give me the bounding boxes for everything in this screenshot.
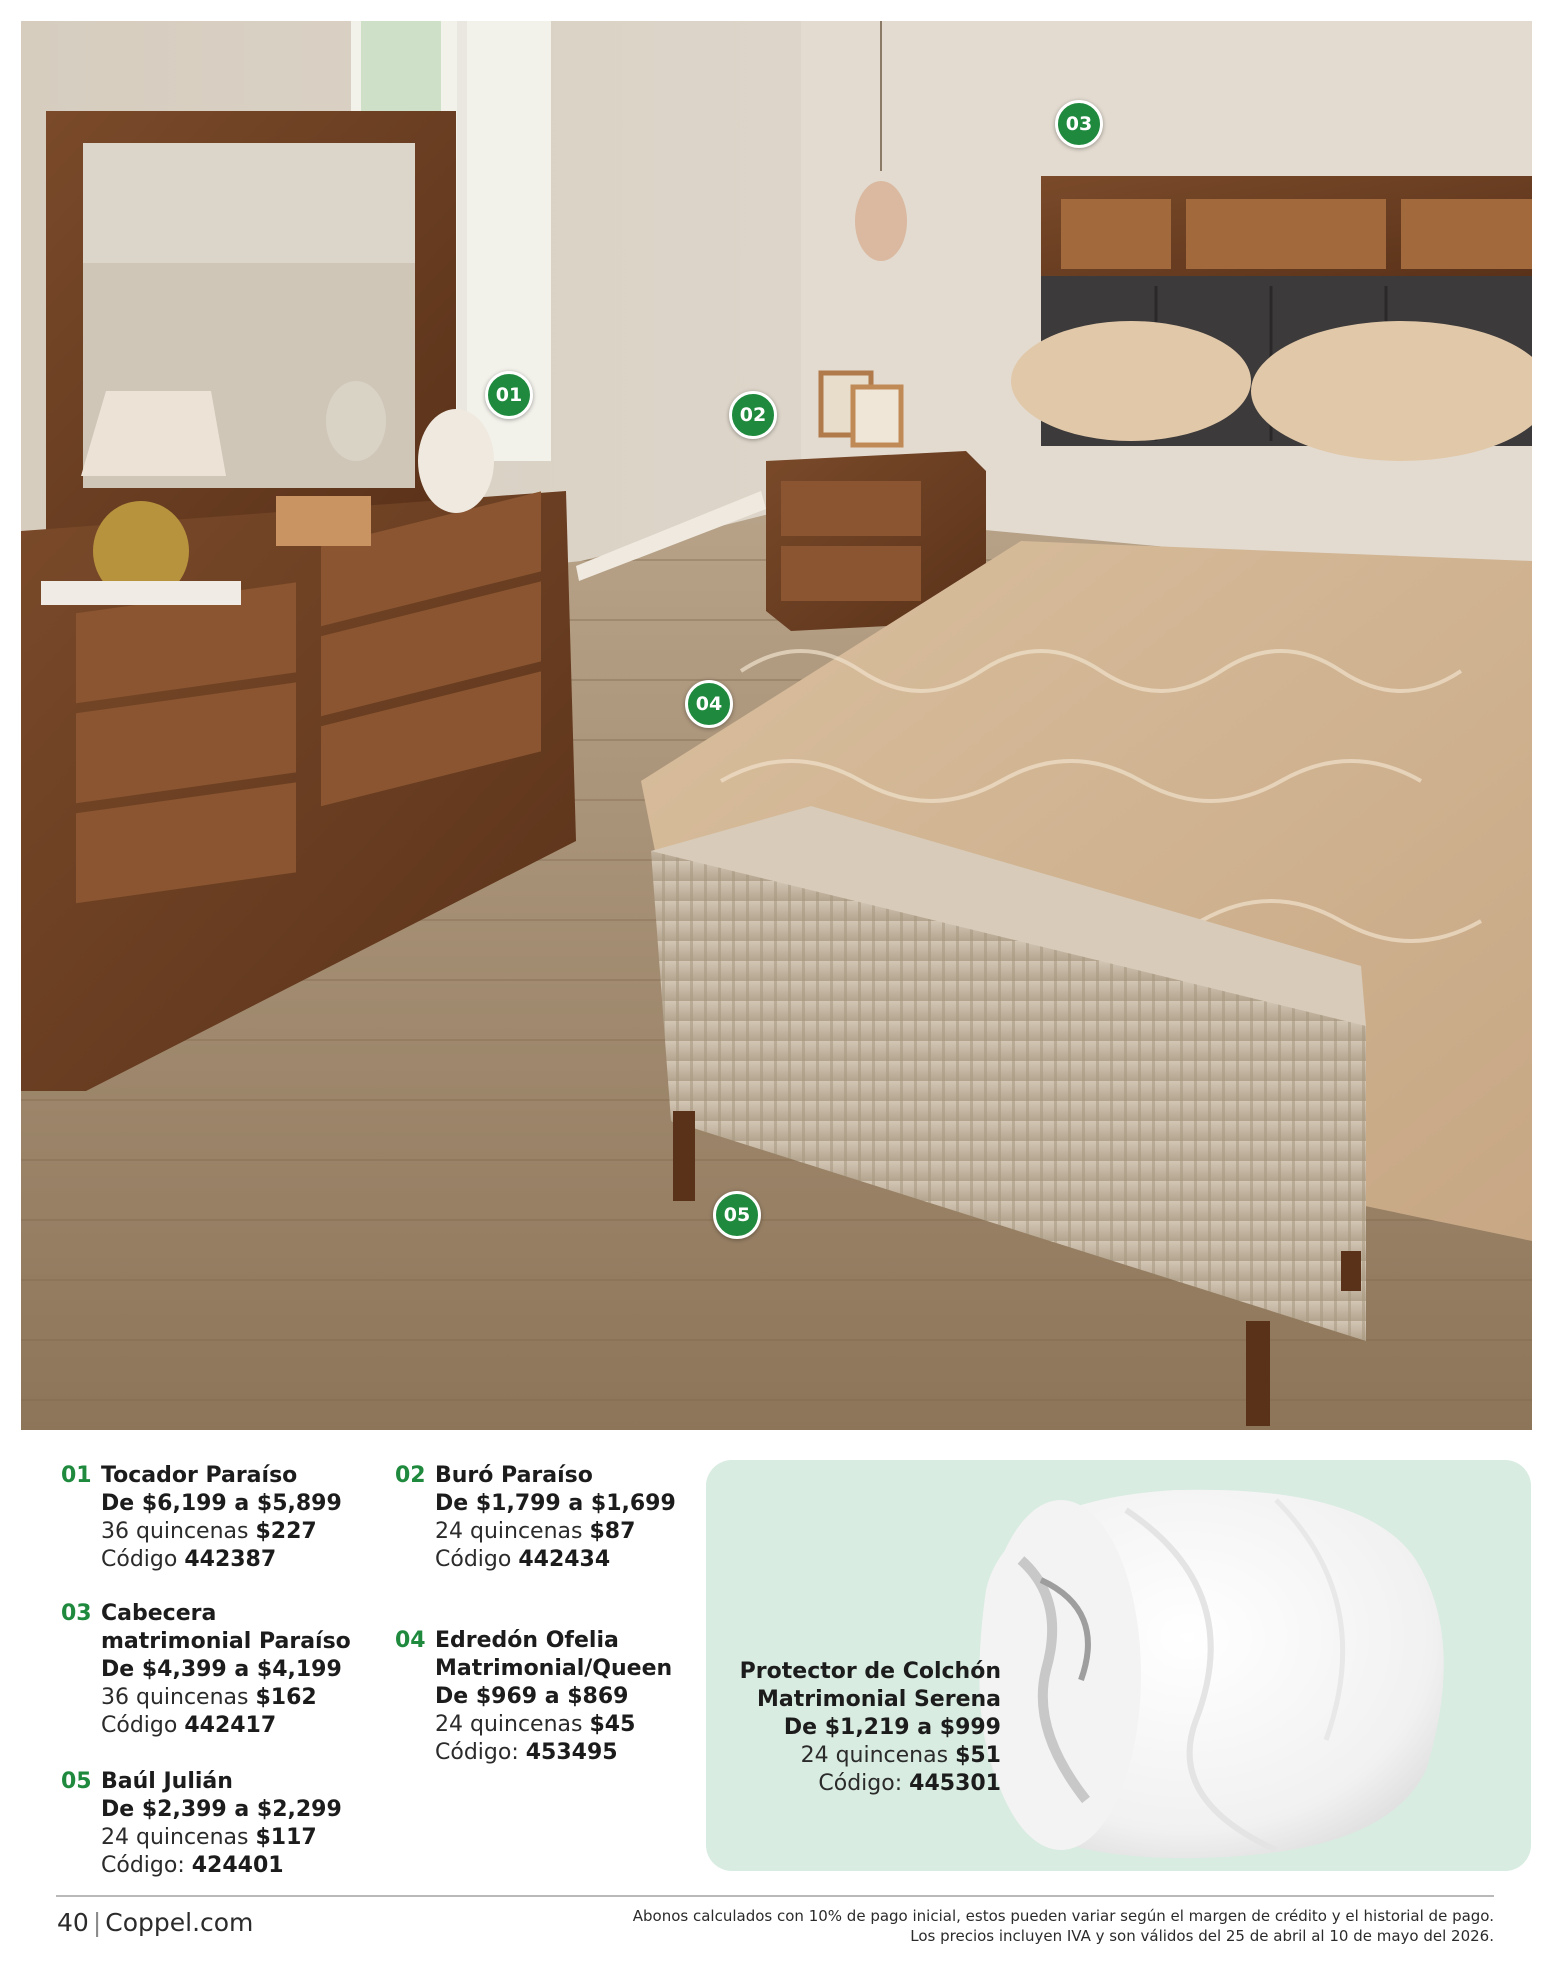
- rolled-mattress-protector-image: [946, 1470, 1486, 1865]
- product-name-line-1: Edredón Ofelia: [435, 1628, 619, 1653]
- product-installments: 24 quincenas $87: [435, 1519, 636, 1544]
- legal-note-line-1: Abonos calculados con 10% de pago inicial, estos pueden variar según el margen de crédito y el historial de pago.: [632, 1907, 1494, 1925]
- badge-03: 03: [1055, 100, 1103, 148]
- footer-divider: [56, 1895, 1494, 1897]
- page-number: 40: [57, 1908, 89, 1937]
- product-price: De $6,199 a $5,899: [101, 1491, 342, 1516]
- product-price: De $969 a $869: [435, 1684, 629, 1709]
- product-code: Código 442434: [435, 1547, 611, 1572]
- product-number: 03: [61, 1601, 92, 1626]
- product-code: Código: 453495: [435, 1740, 618, 1765]
- bedroom-illustration: [21, 21, 1532, 1430]
- badge-01: 01: [485, 371, 533, 419]
- legal-note-line-2: Los precios incluyen IVA y son válidos del 25 de abril al 10 de mayo del 2026.: [910, 1927, 1494, 1945]
- product-installments: 36 quincenas $162: [101, 1685, 317, 1710]
- product-name: Buró Paraíso: [435, 1463, 593, 1488]
- bedroom-photo: [21, 21, 1532, 1430]
- product-number: 04: [395, 1628, 426, 1653]
- product-name: Tocador Paraíso: [101, 1463, 298, 1488]
- promo-installments: 24 quincenas $51: [800, 1743, 1001, 1768]
- product-installments: 36 quincenas $227: [101, 1519, 317, 1544]
- product-name: Baúl Julián: [101, 1769, 233, 1794]
- badge-04: 04: [685, 680, 733, 728]
- product-price: De $4,399 a $4,199: [101, 1657, 342, 1682]
- product-number: 01: [61, 1463, 92, 1488]
- promo-card-mattress-protector: [706, 1460, 1531, 1871]
- product-code: Código 442387: [101, 1547, 277, 1572]
- footer-page-info: 40 | Coppel.com: [57, 1908, 254, 1937]
- promo-price: De $1,219 a $999: [783, 1715, 1001, 1740]
- product-name-line-2: matrimonial Paraíso: [101, 1629, 351, 1654]
- product-installments: 24 quincenas $117: [101, 1825, 317, 1850]
- footer-legal-note: [633, 1906, 1494, 1946]
- promo-name-line-2: Matrimonial Serena: [757, 1687, 1001, 1712]
- product-number: 02: [395, 1463, 426, 1488]
- product-price: De $1,799 a $1,699: [435, 1491, 676, 1516]
- promo-name-line-1: Protector de Colchón: [739, 1659, 1001, 1684]
- badge-05: 05: [713, 1191, 761, 1239]
- product-name-line-1: Cabecera: [101, 1601, 217, 1626]
- product-name-line-2: Matrimonial/Queen: [435, 1656, 673, 1681]
- promo-text: [740, 1658, 1001, 1798]
- product-installments: 24 quincenas $45: [435, 1712, 636, 1737]
- product-number: 05: [61, 1769, 92, 1794]
- site-link[interactable]: Coppel.com: [105, 1908, 254, 1937]
- product-price: De $2,399 a $2,299: [101, 1797, 342, 1822]
- badge-02: 02: [729, 391, 777, 439]
- promo-code: Código: 445301: [818, 1771, 1001, 1796]
- product-code: Código 442417: [101, 1713, 277, 1738]
- product-code: Código: 424401: [101, 1853, 284, 1878]
